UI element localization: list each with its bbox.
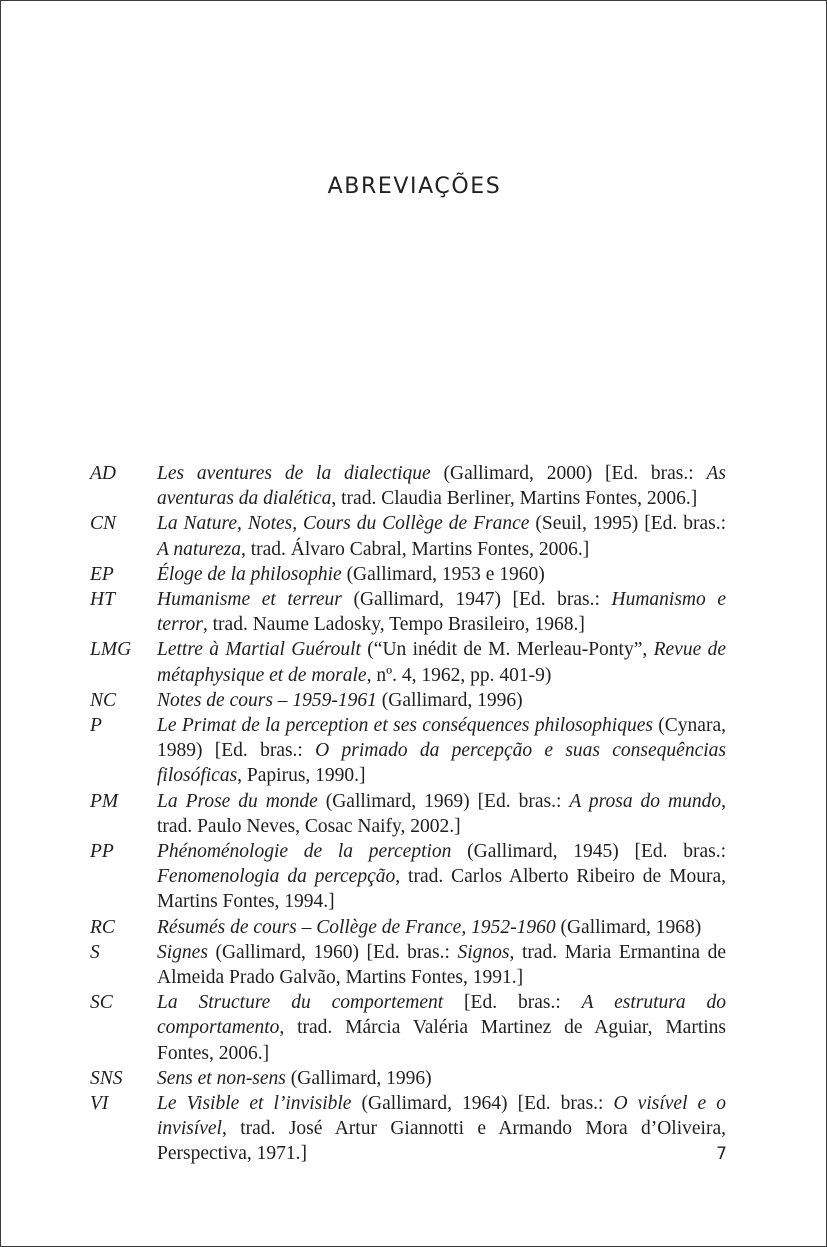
abbreviation-entry (90, 1066, 726, 1091)
reference-text: (Gallimard, 1996) (285, 1067, 432, 1089)
abbreviation-code: HT (90, 589, 115, 611)
abbreviation-code: PM (90, 790, 119, 812)
work-title: Signes (157, 941, 208, 963)
work-title: A estrutura do comportamento (157, 992, 726, 1039)
reference-text: (Gallimard, 1947) [Ed. bras.: (341, 589, 612, 611)
reference-text: , trad. José Artur Giannotti e Armando Mora d’Oliveira, Perspectiva, 1971.] (157, 1118, 726, 1165)
abbreviation-description (157, 713, 726, 789)
reference-text: , trad. Naume Ladosky, Tempo Brasileiro, 1968.] (202, 614, 585, 636)
abbreviation-code: AD (90, 463, 116, 484)
abbreviation-code: EP (90, 563, 114, 585)
abbreviation-description (157, 688, 726, 713)
abbreviation-code: SC (90, 992, 113, 1014)
work-title: Éloge de la philosophie (157, 563, 342, 585)
work-title: Notes de cours – 1959-1961 (157, 689, 377, 711)
reference-text: (Gallimard, 1969) [Ed. bras.: (317, 790, 570, 812)
work-title: Fenomenologia da percepção (157, 866, 396, 888)
reference-text: (Gallimard, 1960) [Ed. bras.: (207, 941, 458, 963)
reference-text: (Gallimard, 1968) (555, 916, 702, 938)
abbreviation-description (157, 511, 726, 561)
reference-text: , trad. Paulo Neves, Cosac Naify, 2002.] (157, 790, 726, 837)
abbreviation-description (157, 789, 726, 839)
abbreviation-entry (90, 789, 726, 839)
abbreviation-description (157, 839, 726, 915)
reference-text: (Gallimard, 1945) [Ed. bras.: (451, 841, 726, 863)
reference-text: (Seuil, 1995) [Ed. bras.: (529, 513, 726, 535)
abbreviation-entry (90, 990, 726, 1066)
abbreviation-entry (90, 637, 726, 687)
reference-text: (Gallimard, 1953 e 1960) (341, 563, 545, 585)
abbreviation-entry (90, 461, 726, 511)
abbreviation-code: VI (90, 1093, 109, 1115)
work-title: A prosa do mundo (569, 790, 722, 812)
abbreviation-code: P (90, 715, 102, 737)
abbreviation-code: NC (90, 689, 117, 711)
reference-text: , trad. Márcia Valéria Martinez de Aguiar, Martins Fontes, 2006.] (157, 1017, 726, 1064)
page-title: ABREVIAÇÕES (327, 174, 502, 199)
reference-text: , nº. 4, 1962, pp. 401-9) (366, 664, 552, 686)
work-title: La Prose du monde (157, 790, 318, 812)
abbreviation-entry (90, 713, 726, 789)
work-title: Signos (457, 941, 510, 963)
work-title: Le Primat de la perception et ses conséquences philosophiques (157, 715, 653, 737)
abbreviation-description (157, 587, 726, 637)
reference-text: (Cynara, 1989) [Ed. bras.: (157, 715, 726, 762)
work-title: Humanisme et terreur (157, 589, 342, 611)
reference-text: (Gallimard, 2000) [Ed. bras.: (430, 463, 707, 484)
reference-text: , trad. Claudia Berliner, Martins Fontes, 2006.] (331, 488, 698, 510)
work-title: As aventuras da dialética (157, 463, 726, 510)
reference-text: , trad. Álvaro Cabral, Martins Fontes, 2006.] (240, 538, 590, 560)
abbreviation-entry (90, 839, 726, 915)
abbreviation-code: SNS (90, 1067, 123, 1089)
reference-text: , trad. Maria Ermantina de Almeida Prado Galvão, Martins Fontes, 1991.] (157, 941, 727, 989)
abbreviation-code: S (90, 941, 100, 963)
abbreviation-code: RC (90, 916, 115, 938)
abbreviation-description (157, 990, 726, 1066)
abbreviation-entry (90, 915, 726, 940)
abbreviation-description (157, 1091, 726, 1167)
abbreviation-description (157, 637, 726, 687)
abbreviation-entry (90, 511, 726, 561)
reference-text: [Ed. bras.: (443, 992, 582, 1014)
abbreviation-description (157, 562, 726, 587)
abbreviation-entry (90, 940, 726, 990)
abbreviation-entry (90, 587, 726, 637)
abbreviation-entry (90, 562, 726, 587)
work-title: La Structure du comportement (157, 992, 444, 1014)
abbreviation-entry (90, 1091, 726, 1167)
work-title: Les aventures de la dialectique (157, 463, 431, 484)
work-title: Phénoménologie de la perception (157, 841, 452, 863)
abbreviation-description (157, 461, 726, 511)
reference-text: , Papirus, 1990.] (237, 765, 366, 787)
reference-text: (Gallimard, 1964) [Ed. bras.: (351, 1093, 614, 1115)
work-title: Le Visible et l’invisible (157, 1093, 352, 1115)
work-title: O primado da percepção e suas consequências filosóficas (157, 740, 726, 787)
work-title: Sens et non-sens (157, 1067, 286, 1089)
reference-text: (Gallimard, 1996) (376, 689, 523, 711)
work-title: Revue de métaphysique et de morale (157, 639, 726, 686)
work-title: A natureza (157, 538, 241, 560)
abbreviation-code: PP (90, 841, 114, 863)
abbreviation-description (157, 940, 726, 990)
work-title: O visível e o invisível (157, 1093, 727, 1140)
abbreviation-description (157, 915, 726, 940)
page-number: 7 (716, 1144, 727, 1164)
reference-text: , trad. Carlos Alberto Ribeiro de Moura, Martins Fontes, 1994.] (157, 866, 727, 913)
work-title: La Nature, Notes, Cours du Collège de France (157, 513, 530, 535)
abbreviation-code: CN (90, 513, 117, 535)
abbreviation-list (90, 461, 726, 1167)
work-title: Résumés de cours – Collège de France, 1952-1960 (157, 916, 556, 938)
abbreviation-code: LMG (90, 639, 132, 661)
work-title: Humanismo e terror (157, 589, 726, 636)
abbreviation-description (157, 1066, 726, 1091)
work-title: Lettre à Martial Guéroult (157, 639, 361, 661)
abbreviation-entry (90, 688, 726, 713)
reference-text: (“Un inédit de M. Merleau-Ponty”, (360, 639, 654, 661)
